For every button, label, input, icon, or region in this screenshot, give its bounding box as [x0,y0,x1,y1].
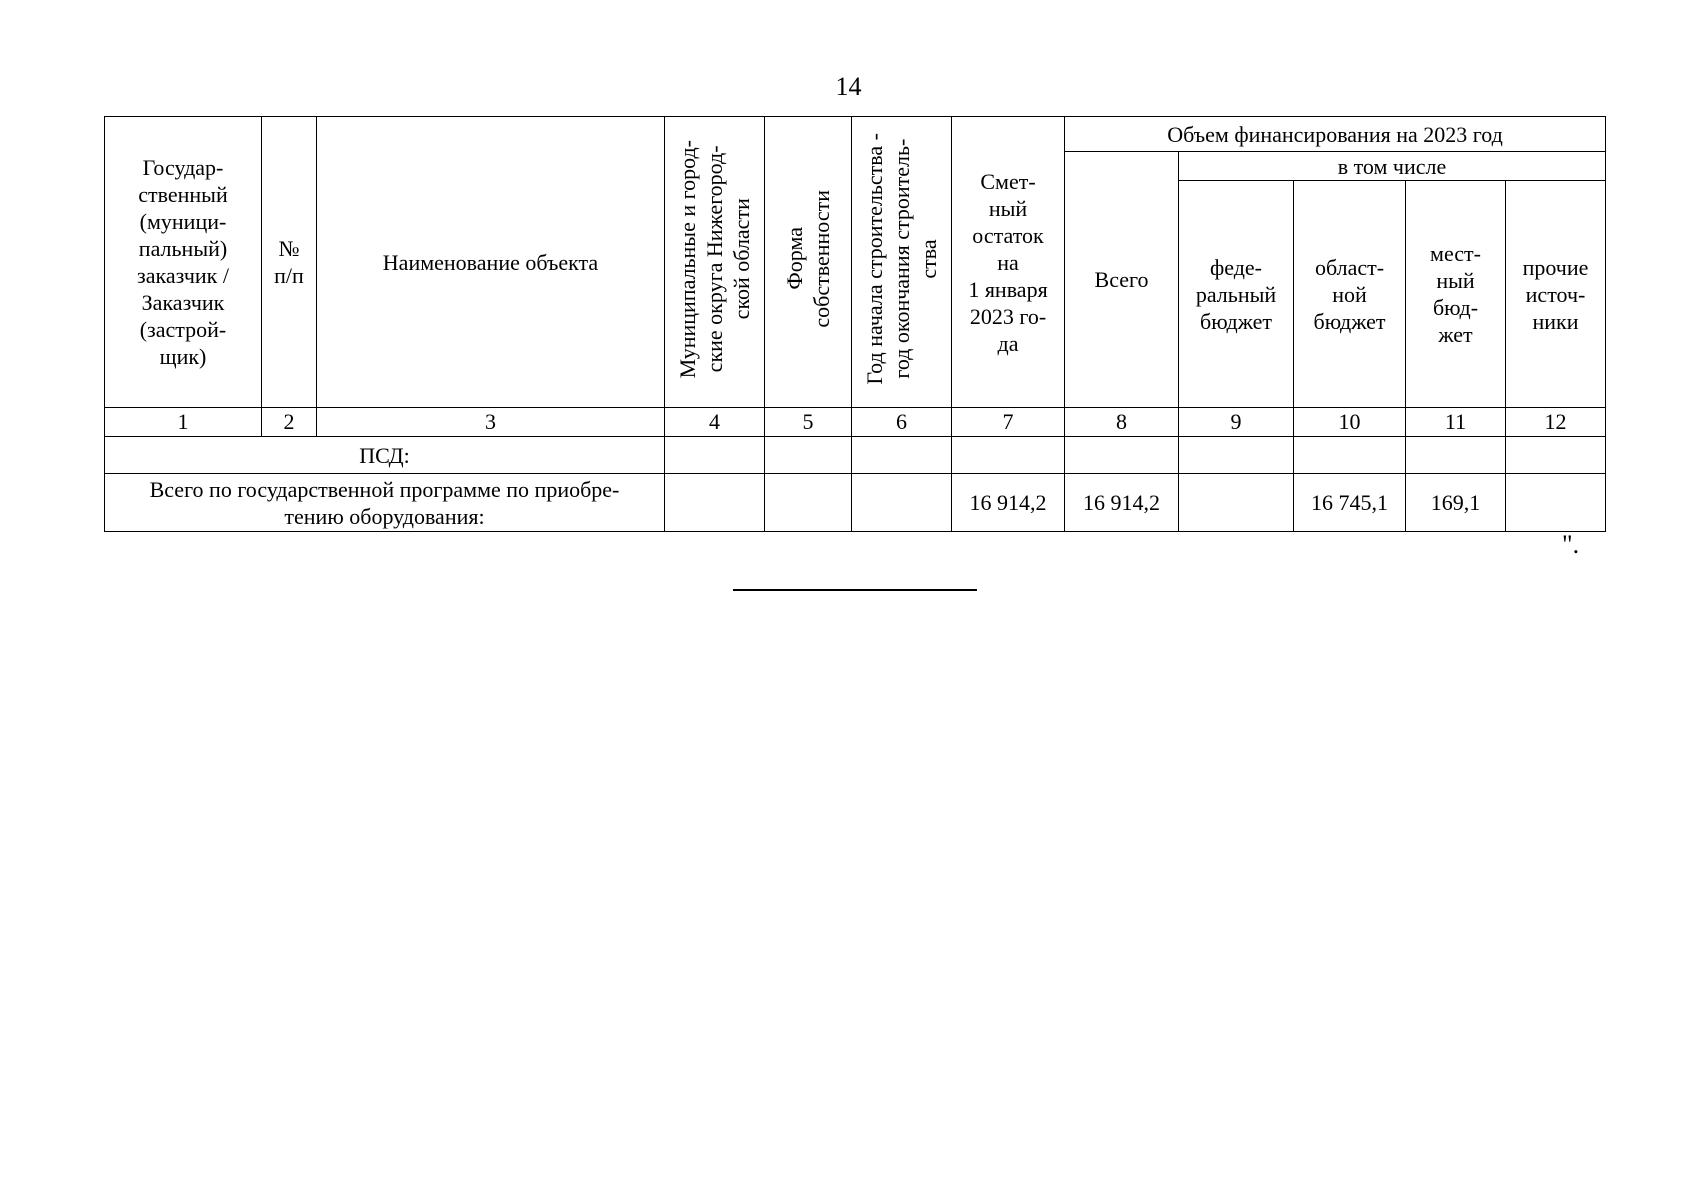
cell-construction-years [852,437,952,474]
cell-ownership-form [765,474,852,532]
column-number: 4 [665,408,765,437]
header-object-name: Наименование объекта [317,117,665,408]
cell-construction-years [852,474,952,532]
cell-local-budget [1406,437,1506,474]
header-ownership-form: Форма собственности [765,117,852,408]
header-municipal-districts: Муниципальные и город- ские округа Нижегород- ской области [665,117,765,408]
cell-estimated-balance [952,437,1065,474]
column-number: 3 [317,408,665,437]
cell-municipal-districts [665,437,765,474]
financing-table [104,116,1606,532]
column-number-row [105,408,1606,437]
cell-local-budget: 169,1 [1406,474,1506,532]
cell-total: 16 914,2 [1065,474,1179,532]
table-row [105,437,1606,474]
column-number: 7 [952,408,1065,437]
column-number: 5 [765,408,852,437]
cell-estimated-balance: 16 914,2 [952,474,1065,532]
cell-ownership-form [765,437,852,474]
header-financing-group: Объем финансирования на 2023 год [1065,117,1606,152]
closing-quote: ". [1562,530,1580,559]
column-number: 10 [1294,408,1406,437]
header-total: Всего [1065,152,1179,408]
header-customer: Государ- ственный (муници- пальный) заказчик / Заказчик (застрой- щик) [105,117,262,408]
header-local-budget: мест- ный бюд- жет [1406,181,1506,408]
column-number: 12 [1506,408,1606,437]
column-number: 1 [105,408,262,437]
table-row [105,474,1606,532]
header-estimated-balance: Смет- ный остаток на 1 января 2023 го- да [952,117,1065,408]
header-regional-budget: област- ной бюджет [1294,181,1406,408]
header-row-1 [105,117,1606,152]
header-federal-budget: феде- ральный бюджет [1179,181,1294,408]
cell-other-sources [1506,437,1606,474]
cell-regional-budget [1294,437,1406,474]
header-number: № п/п [262,117,317,408]
column-number: 9 [1179,408,1294,437]
cell-total [1065,437,1179,474]
header-construction-years: Год начала строительства - год окончания строитель- ства [852,117,952,408]
cell-regional-budget: 16 745,1 [1294,474,1406,532]
column-number: 6 [852,408,952,437]
header-other-sources: прочие источ- ники [1506,181,1606,408]
column-number: 11 [1406,408,1506,437]
row-label: ПСД: [105,437,665,474]
cell-federal-budget [1179,437,1294,474]
cell-federal-budget [1179,474,1294,532]
cell-other-sources [1506,474,1606,532]
cell-municipal-districts [665,474,765,532]
page-number: 14 [835,72,862,101]
end-separator-line [733,589,977,591]
header-including-group: в том числе [1179,152,1606,181]
row-label: Всего по государственной программе по приобре- тению оборудования: [105,474,665,532]
column-number: 8 [1065,408,1179,437]
column-number: 2 [262,408,317,437]
